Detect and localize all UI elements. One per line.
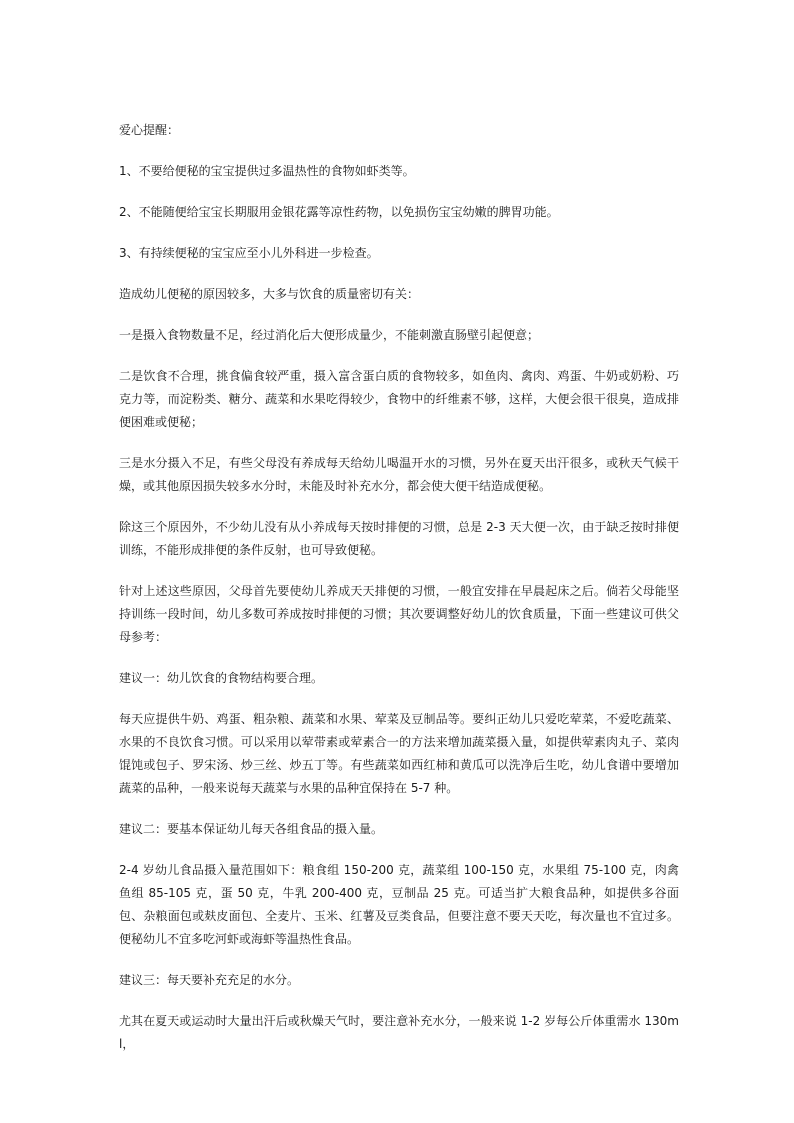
suggestion-3-heading: 建议三：每天要补充充足的水分。 <box>119 973 300 987</box>
causes-intro: 造成幼儿便秘的原因较多，大多与饮食的质量密切有关： <box>119 287 420 301</box>
suggestion-3-body: 尤其在夏天或运动时大量出汗后或秋燥天气时，要注意补充水分，一般来说 1-2 岁每公斤体重需水 130ml， <box>119 1014 679 1051</box>
reminder-item-3: 3、有持续便秘的宝宝应至小儿外科进一步检查。 <box>119 246 379 260</box>
parent-advice: 针对上述这些原因，父母首先要使幼儿养成天天排便的习惯，一般宜安排在早晨起床之后。倘若父母能坚持训练一段时间，幼儿多数可养成按时排便的习惯；其次要调整好幼儿的饮食质量，下面一些建议可供父母参考： <box>119 584 679 644</box>
cause-3: 三是水分摄入不足，有些父母没有养成每天给幼儿喝温开水的习惯，另外在夏天出汗很多，或秋天气候干燥，或其他原因损失较多水分时，未能及时补充水分，都会使大便干结造成便秘。 <box>119 456 679 493</box>
document-body <box>119 119 679 1074</box>
cause-2: 二是饮食不合理，挑食偏食较严重，摄入富含蛋白质的食物较多，如鱼肉、禽肉、鸡蛋、牛奶或奶粉、巧克力等，而淀粉类、糖分、蔬菜和水果吃得较少，食物中的纤维素不够，这样，大便会很干很臭，造成排便困难或便秘； <box>119 369 679 429</box>
reminder-item-1: 1、不要给便秘的宝宝提供过多温热性的食物如虾类等。 <box>119 164 415 178</box>
cause-1: 一是摄入食物数量不足，经过消化后大便形成量少，不能刺激直肠壁引起便意； <box>119 328 540 342</box>
suggestion-1-heading: 建议一：幼儿饮食的食物结构要合理。 <box>119 671 324 685</box>
reminder-item-2: 2、不能随便给宝宝长期服用金银花露等凉性药物，以免损伤宝宝幼嫩的脾胃功能。 <box>119 205 559 219</box>
suggestion-1-body: 每天应提供牛奶、鸡蛋、粗杂粮、蔬菜和水果、荤菜及豆制品等。要纠正幼儿只爱吃荤菜，不爱吃蔬菜、水果的不良饮食习惯。可以采用以荤带素或荤素合一的方法来增加蔬菜摄入量，如提供荤素肉丸子、菜肉馄饨或包子、罗宋汤、炒三丝、炒五丁等。有些蔬菜如西红柿和黄瓜可以洗净后生吃，幼儿食谱中要增加蔬菜的品种，一般来说每天蔬菜与水果的品种宜保持在 5-7 种。 <box>119 712 679 795</box>
other-cause: 除这三个原因外，不少幼儿没有从小养成每天按时排便的习惯，总是 2-3 天大便一次，由于缺乏按时排便训练，不能形成排便的条件反射，也可导致便秘。 <box>119 520 679 557</box>
heading-care-reminder: 爱心提醒： <box>119 123 180 137</box>
suggestion-2-heading: 建议二：要基本保证幼儿每天各组食品的摄入量。 <box>119 822 384 836</box>
suggestion-2-body: 2-4 岁幼儿食品摄入量范围如下：粮食组 150-200 克，蔬菜组 100-150 克，水果组 75-100 克，肉禽鱼组 85-105 克，蛋 50 克，牛乳 200-400 克，豆制品 25 克。可适当扩大粮食品种，如提供多谷面包、杂粮面包或麸皮面包、全麦片、玉米、红薯及豆类食品，但要注意不要天天吃，每次量也不宜过多。便秘幼儿不宜多吃河虾或海虾等温热性食品。 <box>119 863 679 946</box>
